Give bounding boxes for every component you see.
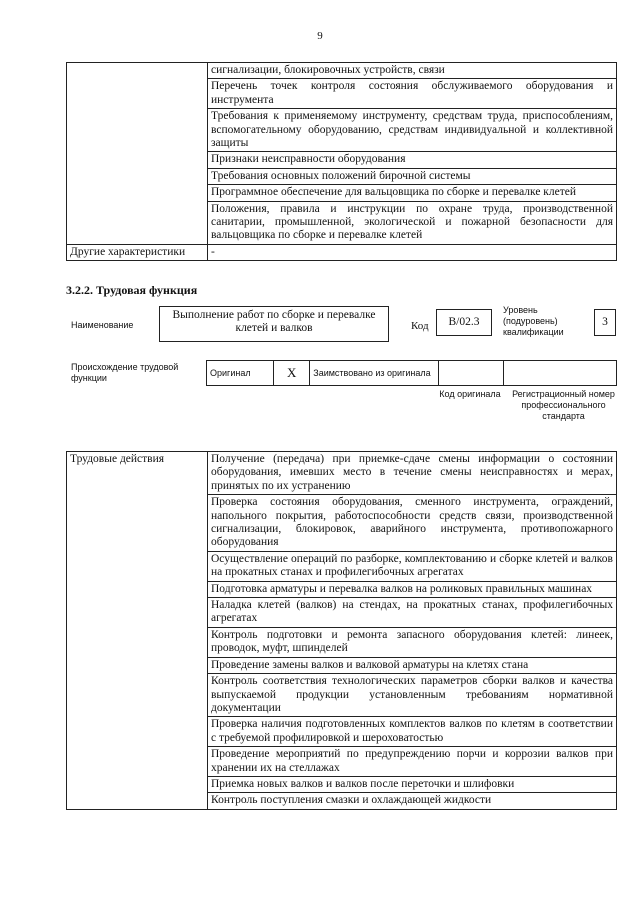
table-cell: Осуществление операций по разборке, комплектованию и сборке клетей и валков на прокатных станах и профилегибочных агрегатах — [208, 551, 617, 581]
table-cell: Подготовка арматуры и перевалка валков на роликовых правильных машинах — [208, 581, 617, 597]
table-row — [207, 361, 617, 386]
name-label: Наименование — [71, 320, 134, 330]
code-value-box: B/02.3 — [436, 309, 492, 336]
qualification-level-label: Уровень (подуровень) квалификации — [503, 305, 564, 337]
borrowed-label: Заимствовано из оригинала — [310, 361, 439, 386]
labor-actions-table — [66, 451, 617, 810]
knowledge-table-continuation — [66, 62, 617, 261]
table-cell: Контроль подготовки и ремонта запасного оборудования клетей: линеек, проводок, муфт, шпинделей — [208, 627, 617, 657]
table-cell: Приемка новых валков и валков после переточки и шлифовки — [208, 776, 617, 792]
code-origin-cell — [439, 361, 504, 386]
table-cell: Получение (передача) при приемке-сдаче смены информации о состоянии оборудования, имевших место в течение смены неисправностях и мерах, принятых по их устранению — [208, 452, 617, 495]
reg-number-caption: Регистрационный номер профессионального стандарта — [512, 389, 615, 421]
other-characteristics-label: Другие характеристики — [67, 244, 208, 260]
table-row — [67, 452, 617, 495]
table-cell: Наладка клетей (валков) на стендах, на прокатных станах, профилегибочных агрегатах — [208, 598, 617, 628]
table-cell: Контроль поступления смазки и охлаждающей жидкости — [208, 793, 617, 809]
original-mark: X — [274, 361, 310, 386]
table-cell: Требования к применяемому инструменту, средствам труда, приспособлениям, вспомогательному оборудованию, средствам индивидуальной и коллективной защиты — [208, 109, 617, 152]
function-name-box: Выполнение работ по сборке и перевалке клетей и валков — [159, 306, 389, 342]
code-origin-caption: Код оригинала — [439, 389, 501, 399]
table-cell: Перечень точек контроля состояния обслуживаемого оборудования и инструмента — [208, 79, 617, 109]
table-row — [67, 244, 617, 260]
table-cell: сигнализации, блокировочных устройств, связи — [208, 63, 617, 79]
qualification-level-box: 3 — [594, 309, 616, 336]
table-cell: Проверка состояния оборудования, сменного инструмента, ограждений, напольного покрытия, работоспособности средств связи, производственной сигнализации, блокировок, аварийного инструмента, противопожарного оборудования — [208, 495, 617, 552]
table-cell: Проведение замены валков и валковой арматуры на клетях стана — [208, 657, 617, 673]
table-row — [67, 63, 617, 79]
table-cell: Признаки неисправности оборудования — [208, 152, 617, 168]
table-cell: Программное обеспечение для вальцовщика по сборке и перевалке клетей — [208, 185, 617, 201]
table-cell: Контроль соответствия технологических параметров сборки валков и качества выпускаемой продукции установленным требованиям нормативной документации — [208, 674, 617, 717]
other-characteristics-value: - — [208, 244, 617, 260]
labor-actions-label: Трудовые действия — [67, 452, 208, 810]
origin-label: Происхождение трудовой функции — [71, 362, 179, 383]
origin-table — [206, 360, 617, 386]
table-cell: Положения, правила и инструкции по охране труда, производственной санитарии, промышленной, экологической и пожарной безопасности для вальцовщика по сборке и перевалке клетей — [208, 201, 617, 244]
reg-number-cell — [504, 361, 617, 386]
table-cell: Требования основных положений бирочной системы — [208, 168, 617, 184]
original-label: Оригинал — [207, 361, 274, 386]
table-cell: Проведение мероприятий по предупреждению порчи и коррозии валков при хранении их на стеллажах — [208, 747, 617, 777]
code-label: Код — [411, 320, 429, 332]
section-title: 3.2.2. Трудовая функция — [66, 283, 198, 297]
table-cell: Проверка наличия подготовленных комплектов валков по клетям в соответствии с требуемой профилировкой и шероховатостью — [208, 717, 617, 747]
page-number: 9 — [317, 30, 323, 42]
empty-label-cell — [67, 63, 208, 245]
